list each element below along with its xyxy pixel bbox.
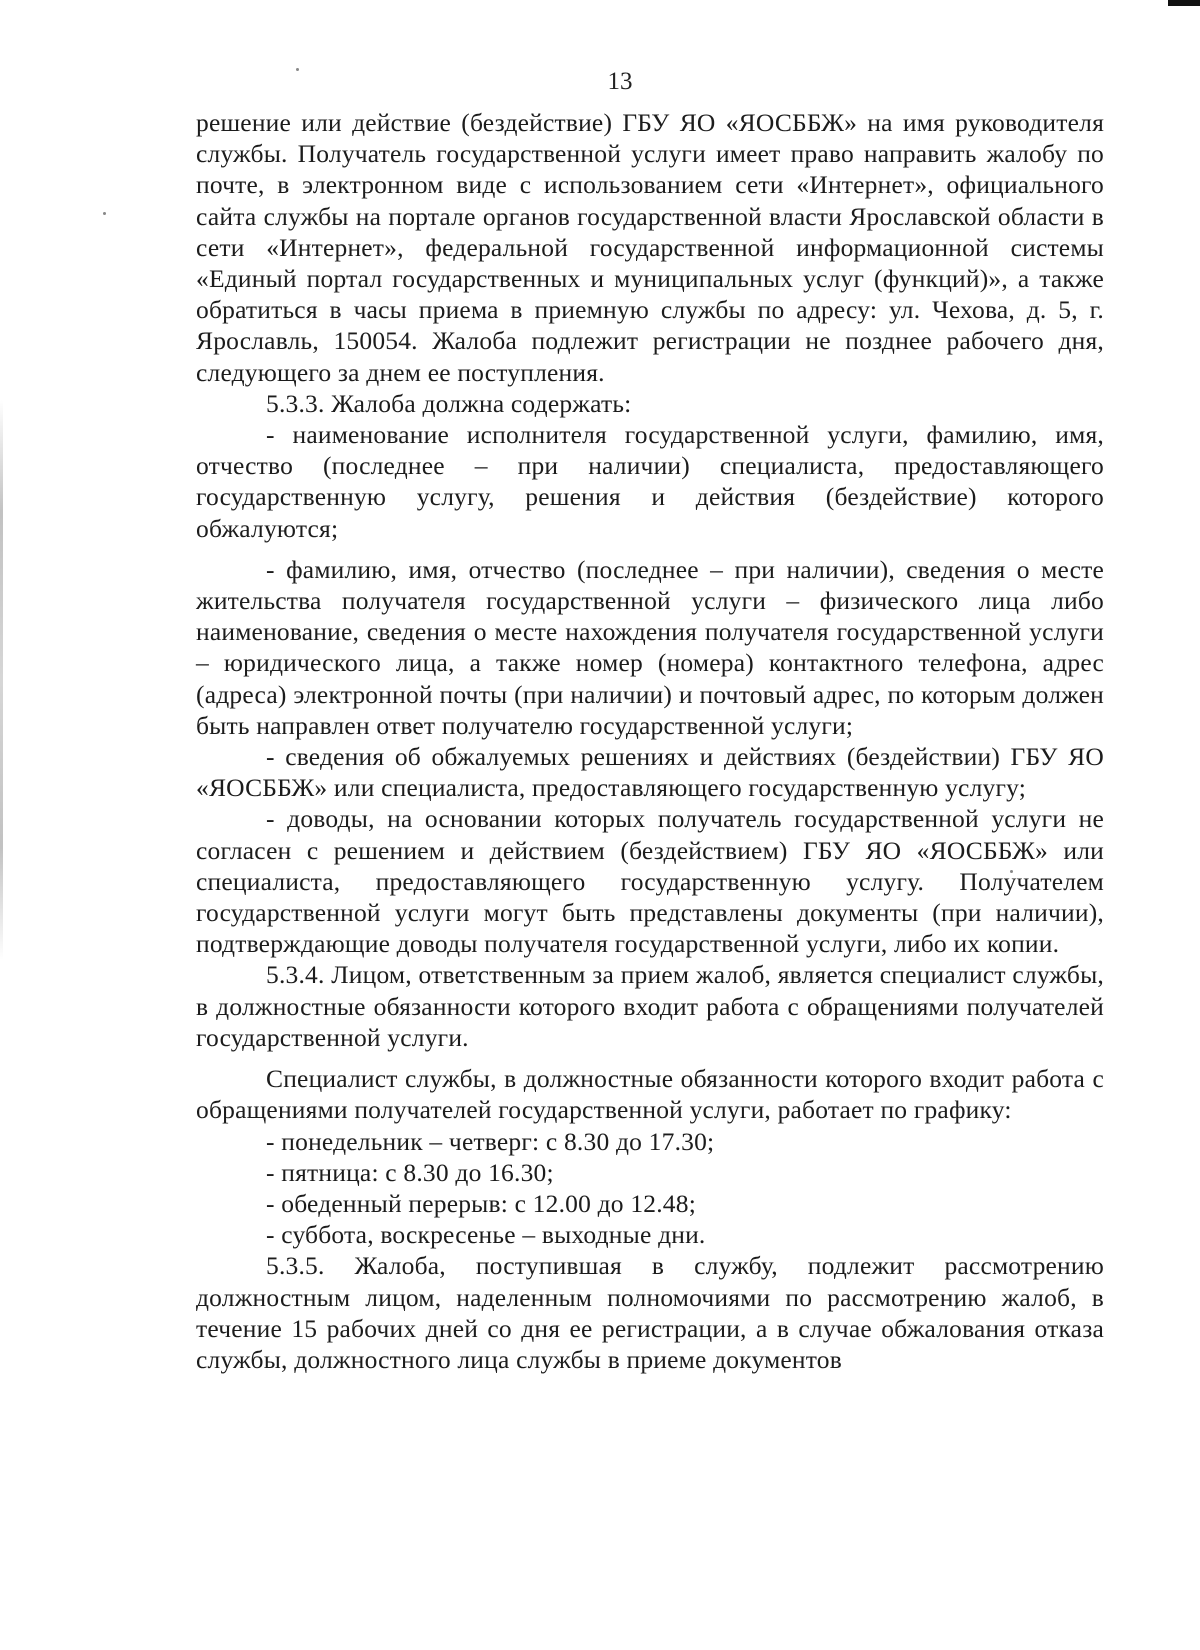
scan-edge-shadow <box>0 400 3 960</box>
schedule-weekend: - суббота, воскресенье – выходные дни. <box>266 1220 706 1250</box>
body-text <box>196 107 1104 1375</box>
paragraph-5-3-3: 5.3.3. Жалоба должна содержать: <box>266 388 632 418</box>
schedule-lunch: - обеденный перерыв: с 12.00 до 12.48; <box>266 1188 696 1218</box>
paragraph-5-3-4: 5.3.4. Лицом, ответственным за прием жалоб, является специалист службы, в должностные обязанности которого входит работа с обращениями получателей государственной услуги. <box>196 960 1104 1052</box>
schedule-mon-thu: - понедельник – четверг: с 8.30 до 17.30; <box>266 1126 715 1156</box>
paragraph-specialist-schedule: Специалист службы, в должностные обязанности которого входит работа с обращениями получателей государственной услуги, работает по графику: <box>196 1064 1104 1125</box>
scan-speck <box>103 212 106 215</box>
paragraph-continuation: решение или действие (бездействие) ГБУ ЯО «ЯОСББЖ» на имя руководителя службы. Получатель государственной услуги имеет право направить жалобу по почте, в электронном виде с использованием сети «Интернет», официального сайта службы на портале органов государственной власти Ярославской области в сети «Интернет», федеральной государственной информационной системы «Единый портал государственных и муниципальных услуг (функций)», а также обратиться в часы приема в приемную службы по адресу: ул. Чехова, д. 5, г. Ярославль, 150054. Жалоба подлежит регистрации не позднее рабочего дня, следующего за днем ее поступления. <box>196 108 1104 387</box>
paragraph-5-3-5: 5.3.5. Жалоба, поступившая в службу, подлежит рассмотрению должностным лицом, наделенным полномочиями по рассмотрению жалоб, в течение 15 рабочих дней со дня ее регистрации, а в случае обжалования отказа службы, должностного лица службы в приеме документов <box>196 1251 1104 1374</box>
schedule-fri: - пятница: с 8.30 до 16.30; <box>266 1157 554 1187</box>
list-item-arguments: - доводы, на основании которых получатель государственной услуги не согласен с решением и действием (бездействием) ГБУ ЯО «ЯОСББЖ» или специалиста, предоставляющего государственную услугу. Получателем государственной услуги могут быть представлены документы (при наличии), подтверждающие доводы получателя государственной услуги, либо их копии. <box>196 804 1104 959</box>
list-item-executor-name: - наименование исполнителя государственной услуги, фамилию, имя, отчество (последнее – при наличии) специалиста, предоставляющего государственную услугу, решения и действия (бездействие) которого обжалуются; <box>196 420 1104 543</box>
list-item-applicant-info: - фамилию, имя, отчество (последнее – при наличии), сведения о месте жительства получателя государственной услуги – физического лица либо наименование, сведения о месте нахождения получателя государственной услуги – юридического лица, а также номер (номера) контактного телефона, адрес (адреса) электронной почты (при наличии) и почтовый адрес, по которым должен быть направлен ответ получателю государственной услуги; <box>196 554 1104 740</box>
scan-corner-mark <box>1168 0 1200 6</box>
page-number: 13 <box>607 68 633 95</box>
list-item-appealed-decisions: - сведения об обжалуемых решениях и действиях (бездействии) ГБУ ЯО «ЯОСББЖ» или специалиста, предоставляющего государственную услугу; <box>196 742 1104 803</box>
